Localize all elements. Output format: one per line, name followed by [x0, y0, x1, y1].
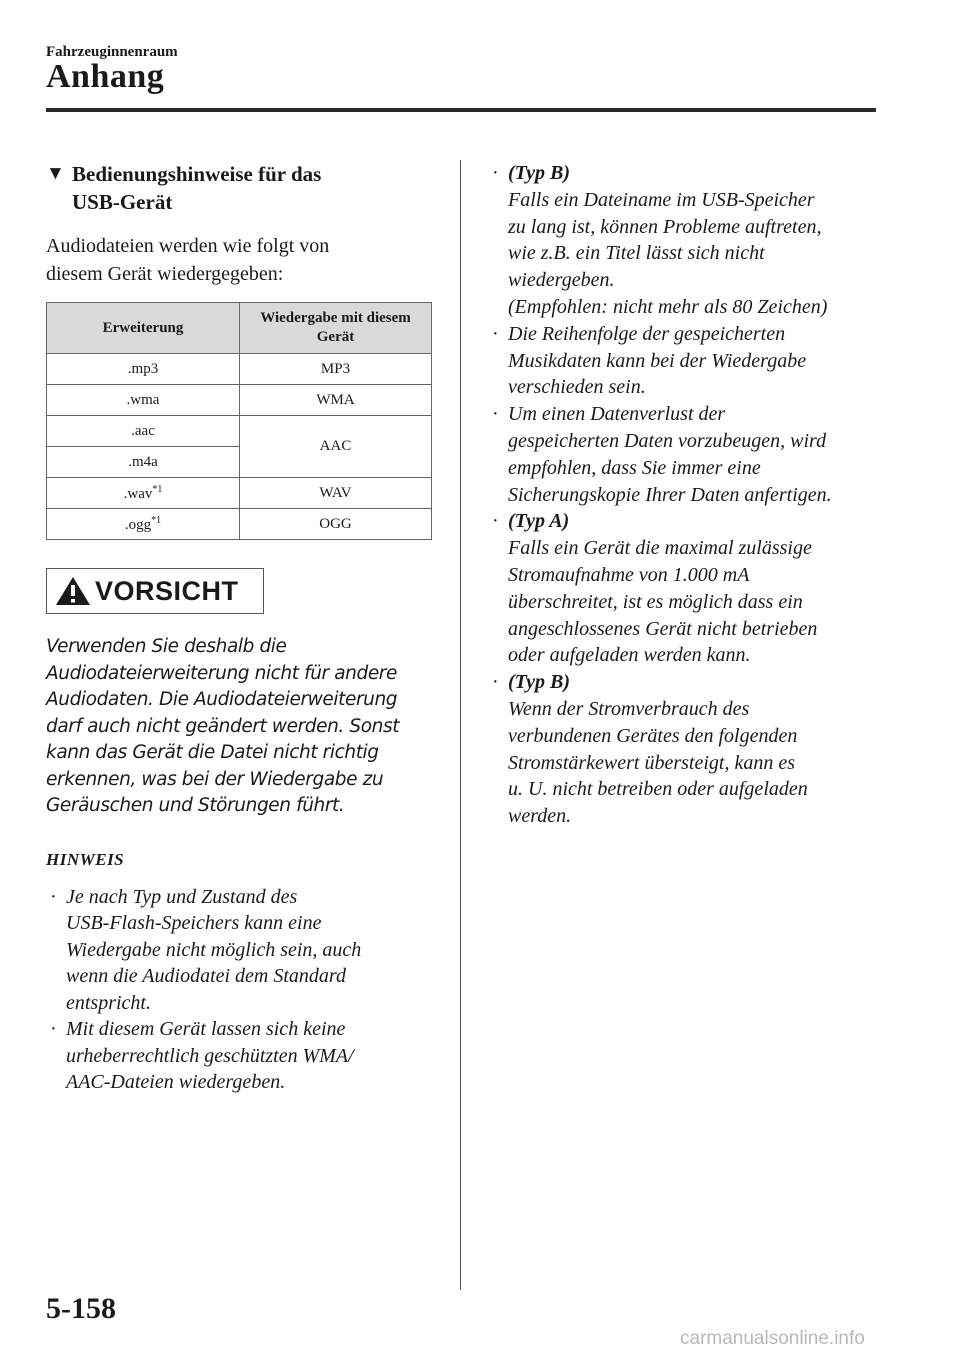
- section-title-line2: USB-Gerät: [72, 190, 173, 214]
- section-lead: Audiodateien werden wie folgt von diesem Gerät wiedergegeben:: [46, 235, 330, 285]
- watermark: carmanualsonline.info: [680, 1328, 865, 1349]
- cell-extension: .aac: [47, 416, 240, 447]
- bullet-dot-icon: ·: [492, 510, 499, 533]
- cell-extension: .ogg$^{*1}$: [47, 509, 240, 540]
- bullet-dot-icon: ·: [492, 322, 499, 345]
- section-heading: [46, 160, 434, 216]
- bullet-dot-icon: ·: [492, 403, 499, 426]
- list-item: · Mit diesem Gerät lassen sich keine urheberrechtlich geschützten WMA/ AAC-Dateien wiedergeben.: [50, 1018, 354, 1093]
- section-title-line1: Bedienungshinweise für das: [72, 162, 322, 186]
- list-item: · (Typ A) Falls ein Gerät die maximal zulässige Stromaufnahme von 1.000 mA überschreitet, ist es möglich dass ein angeschlossenes Gerät nicht betrieben oder aufgeladen werden kann.: [492, 510, 818, 667]
- format-table: [46, 302, 432, 540]
- table-header-row: [47, 303, 432, 354]
- cell-extension: .m4a: [47, 447, 240, 478]
- list-item: · Die Reihenfolge der gespeicherten Musikdaten kann bei der Wiedergabe verschieden sein.: [492, 322, 807, 399]
- table-row: [47, 478, 432, 509]
- caution-text: Verwenden Sie deshalb die Audiodateierweiterung nicht für andere Audiodaten. Die Audiodateierweiterung darf auch nicht geändert werden. Sonst kann das Gerät die Datei nicht richtig erkennen, was bei der Wiedergabe zu Geräuschen und Störungen führt.: [46, 636, 400, 816]
- cell-format: OGG: [240, 509, 432, 540]
- cell-format: MP3: [240, 354, 432, 385]
- table-row: [47, 385, 432, 416]
- column-divider: [460, 160, 461, 1290]
- right-column: [490, 160, 890, 830]
- left-column: [46, 160, 434, 1096]
- bullet-dot-icon: ·: [50, 1018, 57, 1040]
- cell-extension: .mp3: [47, 354, 240, 385]
- cell-format: AAC: [240, 416, 432, 478]
- chapter-kicker: Fahrzeuginnenraum: [46, 44, 178, 60]
- page-title: Anhang: [46, 58, 165, 95]
- warning-triangle-icon: [55, 576, 91, 606]
- cell-format: WAV: [240, 478, 432, 509]
- type-label: (Typ A): [508, 510, 570, 533]
- table-row: [47, 354, 432, 385]
- list-item: · (Typ B) Wenn der Stromverbrauch des verbundenen Gerätes den folgenden Stromstärkewert übersteigt, kann es u. U. nicht betreiben oder aufgeladen werden.: [492, 671, 808, 828]
- caution-label: VORSICHT: [95, 575, 239, 606]
- footnote-marker: *1: [152, 483, 163, 495]
- table-row: [47, 416, 432, 447]
- list-item: · (Typ B) Falls ein Dateiname im USB-Speicher zu lang ist, können Probleme auftreten, wie z.B. ein Titel lässt sich nicht wiedergeben. (Empfohlen: nicht mehr als 80 Zeichen): [492, 162, 828, 318]
- list-item: · Je nach Typ und Zustand des USB-Flash-Speichers kann eine Wiedergabe nicht möglich sein, auch wenn die Audiodatei dem Standard entspricht.: [50, 885, 362, 1014]
- bullet-dot-icon: ·: [50, 885, 57, 908]
- cell-extension: .wav$^{*1}$: [47, 478, 240, 509]
- header-extension: Erweiterung: [47, 303, 240, 354]
- type-label: (Typ B): [508, 162, 571, 184]
- header-rule: [46, 108, 876, 112]
- caution-box: [46, 568, 264, 614]
- hinweis-label: HINWEIS: [46, 849, 125, 869]
- bullet-dot-icon: ·: [492, 162, 499, 184]
- type-label: (Typ B): [508, 671, 571, 694]
- notes-list: [490, 160, 890, 830]
- triangle-down-icon: ▼: [46, 163, 65, 184]
- cell-extension: .wma: [47, 385, 240, 416]
- bullet-dot-icon: ·: [492, 671, 499, 694]
- footnote-marker: *1: [151, 514, 162, 526]
- list-item: · Um einen Datenverlust der gespeicherten Daten vorzubeugen, wird empfohlen, dass Sie immer eine Sicherungskopie Ihrer Daten anfertigen.: [492, 403, 832, 506]
- table-row: [47, 509, 432, 540]
- hinweis-list: [46, 884, 434, 1096]
- cell-format: WMA: [240, 385, 432, 416]
- page-number: 5-158: [46, 1292, 116, 1325]
- header-playback: Wiedergabe mit diesem Gerät: [240, 303, 432, 354]
